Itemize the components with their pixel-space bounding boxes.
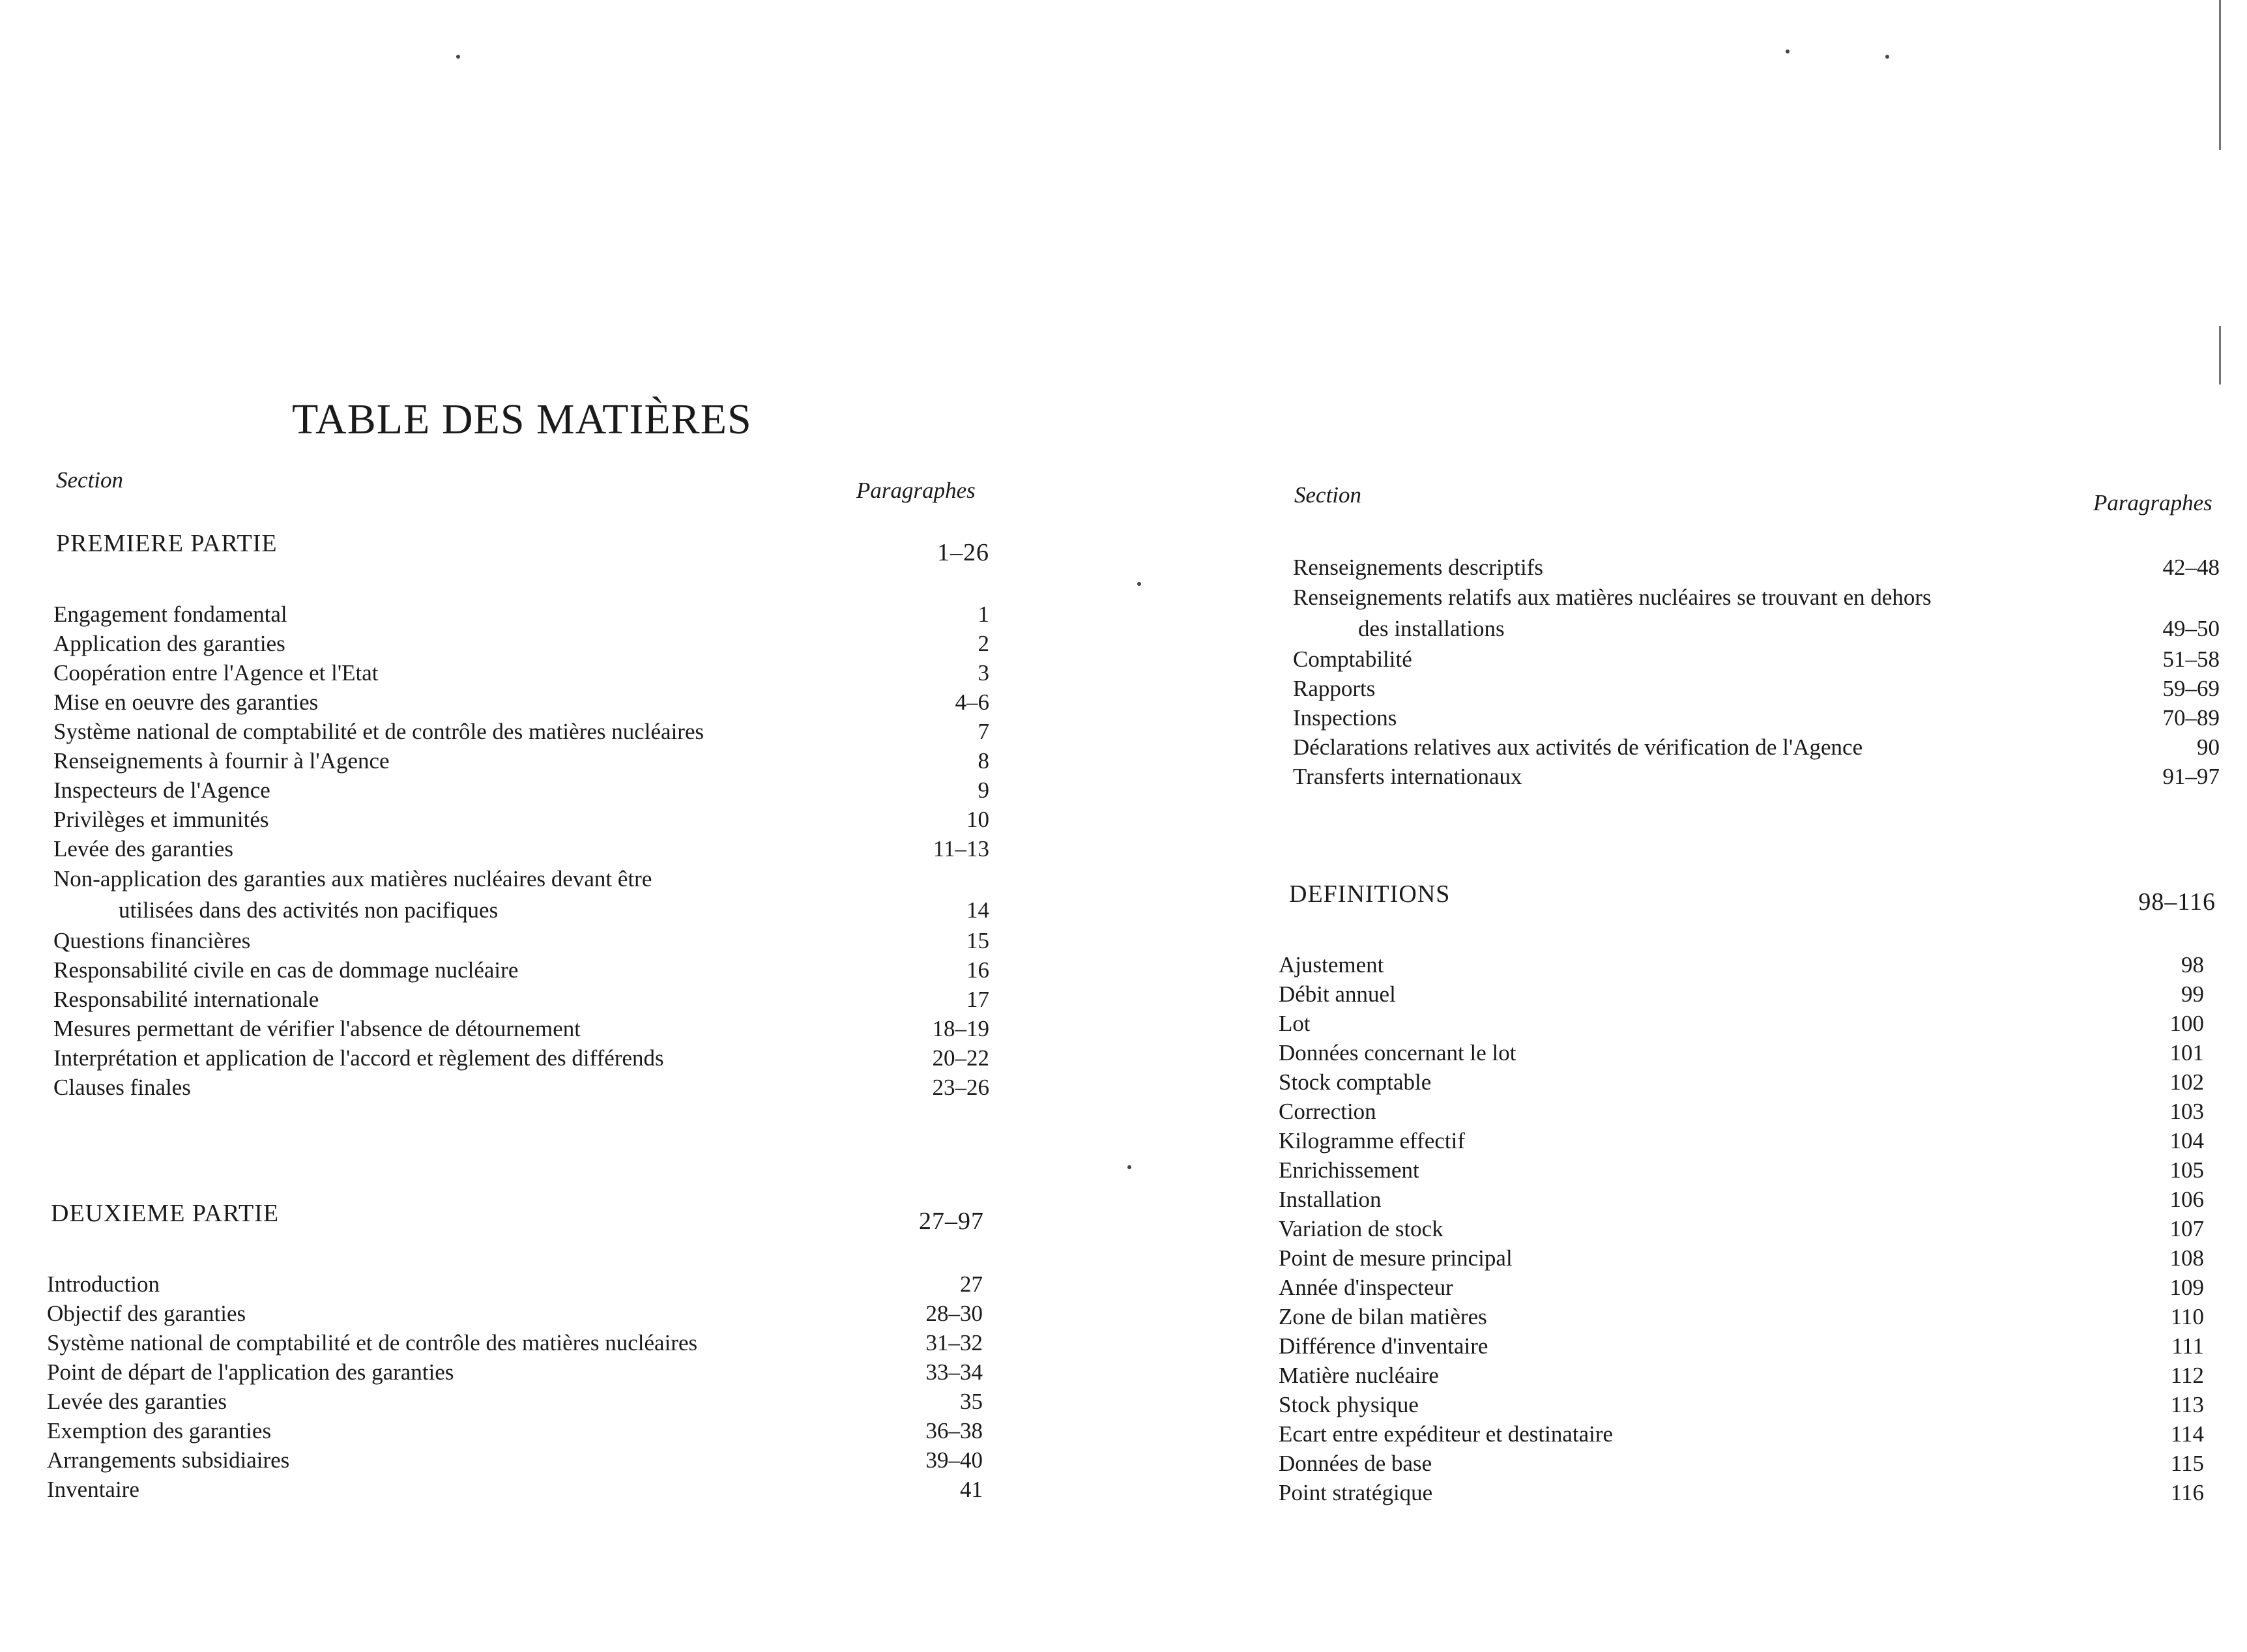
toc-entry-paragraph-number: 106 xyxy=(2169,1187,2204,1212)
toc-entry-label-line: Débit annuel xyxy=(1279,981,1396,1007)
toc-entry-paragraph-number: 101 xyxy=(2169,1040,2204,1065)
toc-entry-label-line: Point de mesure principal xyxy=(1279,1245,1513,1271)
toc-entry-paragraph-number: 18–19 xyxy=(932,1016,989,1041)
toc-entry-label xyxy=(1279,1185,1381,1214)
toc-entry-label xyxy=(1279,1155,1419,1185)
toc-entry-paragraph-number: 114 xyxy=(2170,1421,2204,1447)
toc-entry-label xyxy=(47,1387,227,1416)
toc-entry-label xyxy=(1279,950,1384,979)
toc-entry-label xyxy=(53,600,287,629)
toc-entry-label xyxy=(53,746,390,775)
toc-list-right-continued xyxy=(1293,553,2220,791)
toc-entry-label xyxy=(53,717,704,746)
toc-entry xyxy=(1279,1214,2204,1243)
toc-entry-label xyxy=(47,1445,289,1475)
toc-entry-label xyxy=(53,805,269,834)
toc-entry xyxy=(53,985,989,1014)
right-section-header: Section xyxy=(1294,482,1362,508)
toc-entry-paragraph-number: 28–30 xyxy=(925,1301,983,1326)
toc-entry-label-line: Engagement fondamental xyxy=(53,601,287,627)
toc-entry-paragraph-number: 100 xyxy=(2169,1011,2204,1036)
toc-entry-paragraph-number: 17 xyxy=(966,987,989,1012)
toc-entry xyxy=(47,1445,983,1475)
toc-entry-label-continuation: des installations xyxy=(1358,616,1505,641)
scan-edge-line xyxy=(2219,326,2221,384)
toc-entry-paragraph-number: 113 xyxy=(2170,1392,2204,1417)
toc-entry xyxy=(1293,674,2220,703)
toc-entry xyxy=(53,1043,989,1073)
toc-entry-label xyxy=(1279,1214,1443,1243)
toc-entry-paragraph-number: 112 xyxy=(2170,1363,2204,1388)
toc-entry xyxy=(53,775,989,805)
toc-entry-label xyxy=(1293,703,1397,732)
toc-entry-label-line: Stock physique xyxy=(1279,1392,1419,1417)
toc-entry-label-line: Privilèges et immunités xyxy=(53,807,269,832)
toc-entry xyxy=(1279,1449,2204,1478)
toc-entry-label xyxy=(1279,1449,1432,1478)
toc-entry xyxy=(53,863,989,926)
toc-entry-label-line: Levée des garanties xyxy=(53,836,233,862)
toc-entry-paragraph-number: 27 xyxy=(960,1271,983,1297)
toc-entry xyxy=(1279,1390,2204,1419)
toc-entry xyxy=(47,1416,983,1445)
toc-entry-paragraph-number: 16 xyxy=(966,957,989,983)
toc-entry xyxy=(1279,950,2204,979)
toc-entry-label xyxy=(1293,553,1543,582)
toc-entry-label xyxy=(47,1475,139,1504)
toc-entry xyxy=(1293,703,2220,732)
toc-entry-label-line: Inventaire xyxy=(47,1477,139,1502)
toc-list-deuxieme-partie xyxy=(47,1269,983,1504)
toc-entry-label xyxy=(53,688,318,717)
toc-entry-label xyxy=(1293,645,1412,674)
toc-entry-label-line: Transferts internationaux xyxy=(1293,764,1522,789)
toc-entry-label xyxy=(53,926,250,955)
toc-entry-label-line: Zone de bilan matières xyxy=(1279,1304,1487,1329)
toc-entry-label xyxy=(1279,1097,1376,1126)
toc-entry xyxy=(53,629,989,658)
toc-entry-label xyxy=(47,1416,271,1445)
part-heading-range: 98–116 xyxy=(2138,888,2216,916)
toc-entry-label-line: Responsabilité internationale xyxy=(53,987,319,1012)
toc-entry-label-line: Non-application des garanties aux matières nucléaires devant être xyxy=(53,866,652,891)
toc-entry xyxy=(1293,582,2220,645)
scan-speck xyxy=(1137,582,1141,586)
toc-entry xyxy=(53,955,989,985)
toc-entry-label xyxy=(1279,1419,1613,1449)
toc-entry xyxy=(53,688,989,717)
toc-entry-label-line: Stock comptable xyxy=(1279,1069,1432,1095)
toc-entry-label-line: Mesures permettant de vérifier l'absence de détournement xyxy=(53,1016,581,1041)
part-heading-label: DEUXIEME PARTIE xyxy=(51,1200,280,1227)
toc-entry-label xyxy=(53,834,233,863)
toc-entry-paragraph-number: 59–69 xyxy=(2162,676,2220,701)
toc-entry-label xyxy=(53,955,518,985)
toc-entry-label xyxy=(53,1043,664,1073)
toc-entry xyxy=(53,926,989,955)
toc-entry-label-line: Inspections xyxy=(1293,705,1397,731)
toc-entry-paragraph-number: 90 xyxy=(2197,734,2220,760)
toc-entry-paragraph-number: 116 xyxy=(2170,1480,2204,1505)
toc-entry xyxy=(1279,1185,2204,1214)
right-paragraphs-header: Paragraphes xyxy=(2093,490,2212,515)
toc-entry-label xyxy=(1279,979,1396,1009)
toc-entry-label xyxy=(53,775,270,805)
toc-entry-paragraph-number: 110 xyxy=(2170,1304,2204,1329)
toc-entry-paragraph-number: 105 xyxy=(2169,1157,2204,1183)
toc-entry-label xyxy=(1279,1273,1453,1302)
toc-entry-label-line: Déclarations relatives aux activités de vérification de l'Agence xyxy=(1293,734,1863,760)
toc-entry-label xyxy=(53,658,379,688)
toc-entry-label xyxy=(53,1073,191,1102)
toc-entry-label xyxy=(53,1014,581,1043)
toc-entry-label xyxy=(47,1357,454,1387)
toc-entry xyxy=(47,1387,983,1416)
toc-entry-label-line: Enrichissement xyxy=(1279,1157,1419,1183)
toc-entry-paragraph-number: 91–97 xyxy=(2162,764,2220,789)
toc-entry-label xyxy=(1279,1009,1311,1038)
scan-speck xyxy=(1786,50,1790,53)
toc-entry-label-line: Coopération entre l'Agence et l'Etat xyxy=(53,660,379,686)
toc-entry-label-line: Interprétation et application de l'accord et règlement des différends xyxy=(53,1045,664,1071)
toc-entry-label xyxy=(1279,1243,1513,1273)
toc-entry-label xyxy=(1279,1302,1487,1331)
toc-entry xyxy=(53,600,989,629)
toc-entry xyxy=(1293,645,2220,674)
toc-entry xyxy=(47,1269,983,1299)
toc-entry xyxy=(1279,1273,2204,1302)
toc-entry-label-line: Kilogramme effectif xyxy=(1279,1128,1466,1153)
toc-entry xyxy=(1293,732,2220,762)
page-title: TABLE DES MATIÈRES xyxy=(292,396,752,443)
toc-entry xyxy=(1279,1009,2204,1038)
toc-entry-paragraph-number: 70–89 xyxy=(2162,705,2220,731)
toc-entry-label xyxy=(53,863,652,926)
toc-entry-paragraph-number: 20–22 xyxy=(932,1045,989,1071)
toc-entry-label-line: Point stratégique xyxy=(1279,1480,1433,1505)
toc-entry xyxy=(47,1328,983,1357)
toc-entry-paragraph-number: 9 xyxy=(978,777,989,803)
toc-entry xyxy=(53,1014,989,1043)
toc-entry xyxy=(1279,1331,2204,1361)
toc-entry-label-line: Questions financières xyxy=(53,928,251,953)
toc-entry-label xyxy=(1293,732,1863,762)
toc-entry-label-line: Application des garanties xyxy=(53,631,285,656)
toc-entry-paragraph-number: 15 xyxy=(966,928,989,953)
toc-entry xyxy=(1279,979,2204,1009)
toc-entry-paragraph-number: 51–58 xyxy=(2162,646,2220,672)
toc-entry-paragraph-number: 3 xyxy=(978,660,989,686)
toc-entry-paragraph-number: 99 xyxy=(2181,981,2204,1007)
left-section-header: Section xyxy=(56,467,124,493)
toc-entry xyxy=(1279,1478,2204,1507)
toc-entry xyxy=(1279,1126,2204,1155)
toc-entry-label xyxy=(1279,1390,1419,1419)
toc-entry-paragraph-number: 11–13 xyxy=(933,836,989,862)
toc-entry-label xyxy=(1293,762,1522,791)
toc-entry-paragraph-number: 109 xyxy=(2169,1275,2204,1300)
toc-entry-label-line: Données de base xyxy=(1279,1451,1432,1476)
toc-entry-label-line: Renseignements relatifs aux matières nucléaires se trouvant en dehors xyxy=(1293,585,1932,610)
toc-entry-label xyxy=(1279,1331,1488,1361)
toc-entry xyxy=(1279,1097,2204,1126)
toc-entry-paragraph-number: 8 xyxy=(978,748,989,774)
toc-entry xyxy=(1279,1361,2204,1390)
toc-entry-paragraph-number: 39–40 xyxy=(925,1447,983,1473)
toc-entry-label xyxy=(53,629,285,658)
toc-entry xyxy=(53,717,989,746)
toc-entry-label-line: Point de départ de l'application des garanties xyxy=(47,1359,454,1385)
toc-entry-label xyxy=(1279,1126,1465,1155)
toc-entry-label-line: Renseignements descriptifs xyxy=(1293,555,1543,580)
toc-entry-label-line: Différence d'inventaire xyxy=(1279,1333,1488,1359)
scan-speck xyxy=(456,55,460,59)
toc-entry-label-line: Arrangements subsidiaires xyxy=(47,1447,290,1473)
toc-entry-paragraph-number: 111 xyxy=(2171,1333,2204,1359)
toc-entry-label-line: Clauses finales xyxy=(53,1075,191,1100)
toc-entry-label-line: Exemption des garanties xyxy=(47,1418,272,1443)
toc-entry-label xyxy=(1293,674,1375,703)
toc-entry-label-line: Système national de comptabilité et de contrôle des matières nucléaires xyxy=(53,719,704,744)
toc-entry xyxy=(53,1073,989,1102)
part-heading-range: 1–26 xyxy=(937,539,989,566)
toc-entry-paragraph-number: 115 xyxy=(2170,1451,2204,1476)
toc-entry-label-line: Correction xyxy=(1279,1099,1376,1124)
toc-entry-label xyxy=(53,985,319,1014)
toc-entry-paragraph-number: 2 xyxy=(978,631,989,656)
toc-entry xyxy=(47,1357,983,1387)
toc-entry-label-line: Installation xyxy=(1279,1187,1382,1212)
toc-entry-label-line: Inspecteurs de l'Agence xyxy=(53,777,270,803)
toc-entry-paragraph-number: 36–38 xyxy=(925,1418,983,1443)
toc-entry-label-line: Lot xyxy=(1279,1011,1311,1036)
toc-entry xyxy=(1279,1067,2204,1097)
toc-entry-label xyxy=(47,1299,246,1328)
toc-entry-label-line: Renseignements à fournir à l'Agence xyxy=(53,748,390,774)
toc-entry-paragraph-number: 42–48 xyxy=(2162,555,2220,580)
toc-entry-label-line: Comptabilité xyxy=(1293,646,1412,672)
toc-entry-label-line: Objectif des garanties xyxy=(47,1301,246,1326)
part-heading-premiere xyxy=(56,529,989,567)
toc-entry-paragraph-number: 98 xyxy=(2181,952,2204,978)
toc-entry-label-line: Introduction xyxy=(47,1271,160,1297)
toc-entry-label-line: Ecart entre expéditeur et destinataire xyxy=(1279,1421,1614,1447)
scan-edge-line xyxy=(2219,0,2221,150)
toc-entry xyxy=(1279,1302,2204,1331)
toc-entry-label xyxy=(1279,1361,1439,1390)
toc-entry xyxy=(1279,1038,2204,1067)
toc-entry-label-line: Système national de comptabilité et de contrôle des matières nucléaires xyxy=(47,1330,698,1355)
toc-entry xyxy=(47,1475,983,1504)
part-heading-definitions xyxy=(1289,880,2216,916)
toc-entry-label-line: Variation de stock xyxy=(1279,1216,1443,1241)
toc-entry-label xyxy=(1279,1067,1431,1097)
toc-entry-paragraph-number: 31–32 xyxy=(925,1330,983,1355)
part-heading-deuxieme xyxy=(51,1199,984,1236)
toc-entry xyxy=(53,805,989,834)
part-heading-range: 27–97 xyxy=(919,1208,984,1235)
toc-entry-label-line: Année d'inspecteur xyxy=(1279,1275,1453,1300)
toc-entry-label xyxy=(1279,1478,1432,1507)
toc-entry-paragraph-number: 49–50 xyxy=(2162,616,2220,641)
toc-entry-paragraph-number: 102 xyxy=(2169,1069,2204,1095)
toc-entry-paragraph-number: 104 xyxy=(2169,1128,2204,1153)
toc-entry-label-line: Données concernant le lot xyxy=(1279,1040,1516,1065)
scan-speck xyxy=(1885,55,1889,59)
toc-entry-label-line: Responsabilité civile en cas de dommage nucléaire xyxy=(53,957,519,983)
toc-entry-label xyxy=(1279,1038,1516,1067)
toc-entry-label xyxy=(47,1328,697,1357)
toc-entry-paragraph-number: 103 xyxy=(2169,1099,2204,1124)
toc-entry-paragraph-number: 7 xyxy=(978,719,989,744)
toc-entry-label xyxy=(47,1269,160,1299)
toc-entry-paragraph-number: 107 xyxy=(2169,1216,2204,1241)
toc-entry-label-line: Matière nucléaire xyxy=(1279,1363,1439,1388)
toc-entry-label-continuation: utilisées dans des activités non pacifiques xyxy=(119,897,499,923)
toc-entry-label-line: Levée des garanties xyxy=(47,1389,227,1414)
toc-entry xyxy=(1293,553,2220,582)
part-heading-label: PREMIERE PARTIE xyxy=(56,530,278,557)
toc-entry xyxy=(53,658,989,688)
toc-list-definitions xyxy=(1279,950,2204,1507)
toc-entry-label-line: Ajustement xyxy=(1279,952,1384,978)
toc-entry-paragraph-number: 33–34 xyxy=(925,1359,983,1385)
toc-entry xyxy=(53,834,989,863)
left-paragraphs-header: Paragraphes xyxy=(856,478,976,503)
toc-entry-paragraph-number: 23–26 xyxy=(932,1075,989,1100)
toc-entry-paragraph-number: 35 xyxy=(960,1389,983,1414)
scan-speck xyxy=(1127,1165,1131,1169)
toc-entry-paragraph-number: 108 xyxy=(2169,1245,2204,1271)
toc-list-premiere-partie xyxy=(53,600,989,1102)
toc-entry xyxy=(53,746,989,775)
toc-entry-label-line: Mise en oeuvre des garanties xyxy=(53,689,319,715)
toc-entry-label-line: Rapports xyxy=(1293,676,1376,701)
toc-entry xyxy=(1279,1419,2204,1449)
toc-entry xyxy=(47,1299,983,1328)
toc-entry xyxy=(1293,762,2220,791)
part-heading-label: DEFINITIONS xyxy=(1289,880,1451,908)
toc-entry-paragraph-number: 1 xyxy=(978,601,989,627)
toc-entry-paragraph-number: 4–6 xyxy=(955,689,989,715)
toc-entry-paragraph-number: 10 xyxy=(966,807,989,832)
toc-entry xyxy=(1279,1155,2204,1185)
toc-entry-paragraph-number: 14 xyxy=(966,897,989,923)
toc-entry-label xyxy=(1293,582,1932,645)
toc-entry-paragraph-number: 41 xyxy=(960,1477,983,1502)
toc-entry xyxy=(1279,1243,2204,1273)
